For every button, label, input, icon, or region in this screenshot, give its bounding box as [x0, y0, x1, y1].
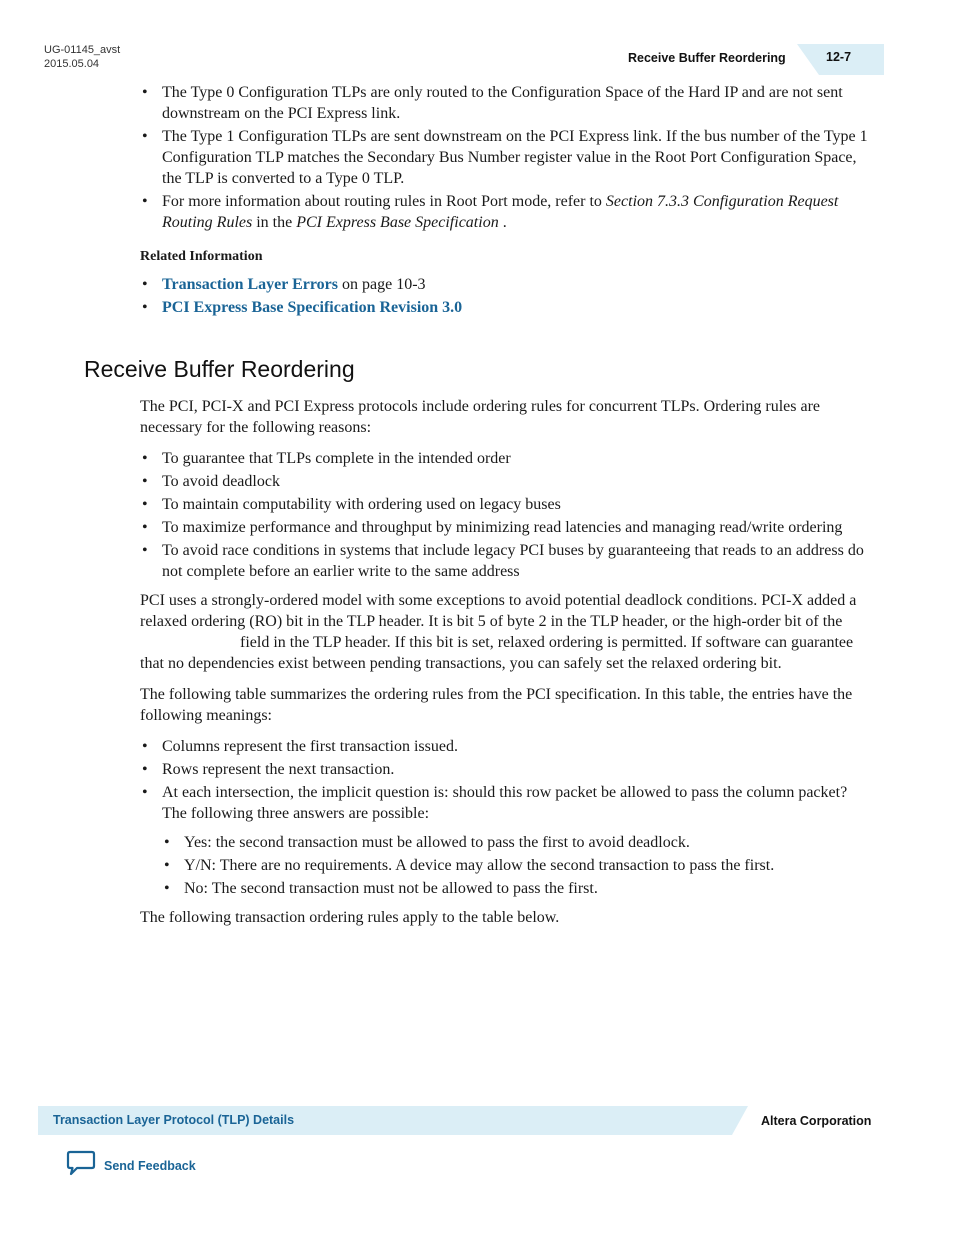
footer-company: Altera Corporation [761, 1114, 872, 1128]
list-item: • To guarantee that TLPs complete in the intended order [140, 448, 870, 469]
list-item: • At each intersection, the implicit question is: should this row packet be allowed to pass the column packet? The following three answers are possible: [140, 782, 870, 824]
header-section-title: Receive Buffer Reordering [628, 51, 786, 65]
related-link-item [140, 297, 870, 318]
doc-id: UG-01145_avst [44, 44, 121, 56]
send-feedback-label[interactable]: Send Feedback [104, 1158, 196, 1173]
doc-id-block [44, 43, 120, 71]
doc-date: 2015.05.04 [44, 58, 100, 70]
related-heading: Related Information [140, 249, 263, 264]
list-item: • The Type 0 Configuration TLPs are only routed to the Configuration Space of the Hard IP and are not sent downstream on the PCI Express link. [140, 82, 870, 124]
ordering-paragraph: PCI uses a strongly-ordered model with some exceptions to avoid potential deadlock conditions. PCI-X added a relaxed ordering (RO) bit in the TLP header. It is bit 5 of byte 2 in the TLP header, or the high-order bit of the field in the TLP header. If this bit is set, relaxed ordering is permitted. If software can guarantee that no dependencies exist between pending transactions, you can safely set the relaxed ordering bit. [140, 592, 857, 672]
section-heading: Receive Buffer Reordering [84, 356, 355, 382]
list-item: • To avoid deadlock [140, 471, 870, 492]
list-item: • Y/N: There are no requirements. A device may allow the second transaction to pass the first. [162, 855, 870, 876]
send-feedback-link[interactable] [66, 1150, 196, 1181]
header-page-number: 12-7 [826, 50, 852, 64]
intro-paragraph: The PCI, PCI-X and PCI Express protocols include ordering rules for concurrent TLPs. Ordering rules are necessary for the following reasons: [140, 398, 820, 436]
link-transaction-layer-errors[interactable]: Transaction Layer Errors [162, 276, 338, 293]
related-information [140, 246, 870, 320]
list-item: • Rows represent the next transaction. [140, 759, 870, 780]
list-item: • To maintain computability with ordering used on legacy buses [140, 494, 870, 515]
section-body [140, 396, 870, 928]
list-item: • Yes: the second transaction must be allowed to pass the first to avoid deadlock. [162, 832, 870, 853]
answers-list [162, 832, 870, 899]
link-pcie-base-spec[interactable]: PCI Express Base Specification Revision 3.0 [162, 299, 463, 316]
footer-chapter-title: Transaction Layer Protocol (TLP) Details [53, 1113, 295, 1127]
spec-title-ref: PCI Express Base Specification [296, 214, 499, 231]
table-summary-paragraph: The following table summarizes the ordering rules from the PCI specification. In this table, the entries have the following meanings: [140, 686, 853, 724]
list-item: • To maximize performance and throughput by minimizing read latencies and managing read/write ordering [140, 517, 870, 538]
reasons-list [140, 448, 870, 582]
related-link-item: • Transaction Layer Errors on page 10-3 [140, 274, 870, 295]
list-item: • Columns represent the first transaction issued. [140, 736, 870, 757]
list-item: • No: The second transaction must not be allowed to pass the first. [162, 878, 870, 899]
spec-section-ref: Section 7.3.3 Configuration Request Routing Rules [162, 193, 839, 231]
speech-bubble-icon [66, 1150, 96, 1181]
meanings-list [140, 736, 870, 824]
routing-bullets [140, 82, 870, 235]
list-item: • To avoid race conditions in systems that include legacy PCI buses by guaranteeing that reads to an address do not complete before an earlier write to the same address [140, 540, 870, 582]
list-item: • For more information about routing rules in Root Port mode, refer to Section 7.3.3 Configuration Request Routing Rules in the PCI Express Base Specification . [140, 191, 870, 233]
closing-paragraph: The following transaction ordering rules apply to the table below. [140, 909, 560, 926]
list-item: • The Type 1 Configuration TLPs are sent downstream on the PCI Express link. If the bus number of the Type 1 Configuration TLP matches the Secondary Bus Number register value in the Root Port Configuration Space, the TLP is converted to a Type 0 TLP. [140, 126, 870, 189]
